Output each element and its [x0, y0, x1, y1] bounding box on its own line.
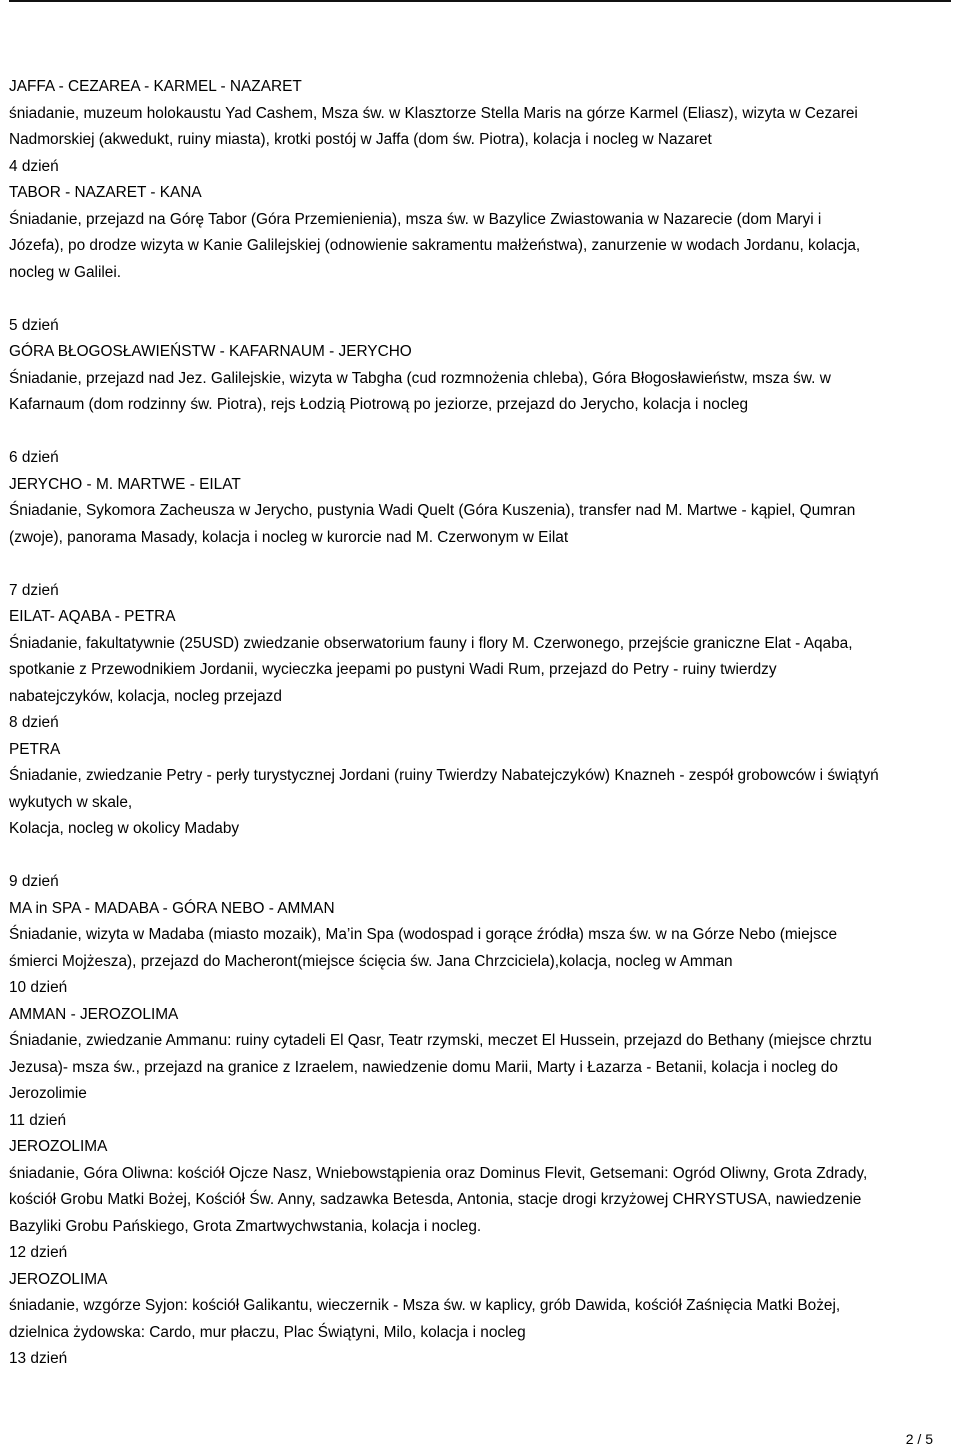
blank-line: [9, 286, 959, 313]
document-body: [9, 74, 959, 1373]
text-line: nabatejczyków, kolacja, nocleg przejazd: [9, 687, 282, 705]
day-number: 7 dzień: [9, 581, 59, 599]
blank-line: [9, 551, 959, 578]
text-line: Śniadanie, Sykomora Zacheusza w Jerycho, pustynia Wadi Quelt (Góra Kuszenia), transfer nad M. Martwe - kąpiel, Qumran: [9, 502, 856, 519]
text-line: dzielnica żydowska: Cardo, mur płaczu, Plac Świątyni, Milo, kolacja i nocleg: [9, 1323, 526, 1341]
text-line: Śniadanie, wizyta w Madaba (miasto mozaik), Ma’in Spa (wodospad i gorące źródła) msza św. w na Górze Nebo (miejsce: [9, 926, 838, 943]
route-heading: GÓRA BŁOGOSŁAWIEŃSTW - KAFARNAUM - JERYCHO: [9, 343, 412, 360]
route-heading: JAFFA - CEZAREA - KARMEL - NAZARET: [9, 78, 302, 95]
text-line: śniadanie, Góra Oliwna: kościół Ojcze Nasz, Wniebowstąpienia oraz Dominus Flevit, Getsemani: Ogród Oliwny, Grota Zdrady,: [9, 1164, 868, 1182]
text-line: Śniadanie, fakultatywnie (25USD) zwiedzanie obserwatorium fauny i flory M. Czerwonego, przejście graniczne Elat - Aqaba,: [9, 634, 853, 652]
text-line: Bazyliki Grobu Pańskiego, Grota Zmartwychwstania, kolacja i nocleg.: [9, 1217, 482, 1235]
page-number: 2 / 5: [905, 1431, 933, 1447]
route-heading: JEROZOLIMA: [9, 1270, 108, 1288]
text-line: Śniadanie, zwiedzanie Petry - perły turystycznej Jordani (ruiny Twierdzy Nabatejczyków) Knazneh - zespół grobowców i świątyń: [9, 767, 879, 784]
text-line: Jerozolimie: [9, 1085, 87, 1102]
text-line: nocleg w Galilei.: [9, 263, 122, 281]
text-line: kościół Grobu Matki Bożej, Kościół Św. Anny, sadzawka Betesda, Antonia, stacje drogi krzyżowej CHRYSTUSA, nawiedzenie: [9, 1191, 862, 1208]
day-number: 8 dzień: [9, 714, 59, 731]
text-line: Józefa), po drodze wizyta w Kanie Galilejskiej (odnowienie sakramentu małżeństwa), zanurzenie w wodach Jordanu, kolacja,: [9, 237, 861, 254]
text-line: Śniadanie, przejazd nad Jez. Galilejskie, wizyta w Tabgha (cud rozmnożenia chleba), Góra Błogosławieństw, msza św. w: [9, 369, 831, 387]
top-rule: [9, 0, 951, 2]
day-number: 6 dzień: [9, 449, 59, 466]
day-number: 11 dzień: [9, 1111, 67, 1129]
text-line: Śniadanie, zwiedzanie Ammanu: ruiny cytadeli El Qasr, Teatr rzymski, meczet El Hussein, przejazd do Bethany (miejsce chrztu: [9, 1032, 872, 1049]
text-line: wykutych w skale,: [9, 793, 133, 811]
text-line: Kafarnaum (dom rodzinny św. Piotra), rejs Łodzią Piotrową po jeziorze, przejazd do Jerycho, kolacja i nocleg: [9, 396, 749, 413]
text-line: śniadanie, muzeum holokaustu Yad Cashem, Msza św. w Klasztorze Stella Maris na górze Karmel (Eliasz), wizyta w Cezarei: [9, 104, 858, 122]
blank-line: [9, 419, 959, 446]
route-heading: JEROZOLIMA: [9, 1138, 108, 1155]
day-number: 9 dzień: [9, 873, 59, 890]
route-heading: TABOR - NAZARET - KANA: [9, 184, 202, 201]
text-line: śniadanie, wzgórze Syjon: kościół Galikantu, wieczernik - Msza św. w kaplicy, grób Dawida, kościół Zaśnięcia Matki Bożej,: [9, 1297, 841, 1314]
route-heading: PETRA: [9, 740, 61, 758]
route-heading: EILAT- AQABA - PETRA: [9, 608, 176, 625]
text-line: Jezusa)- msza św., przejazd na granice z Izraelem, nawiedzenie domu Marii, Marty i Łazarza - Betanii, kolacja i nocleg do: [9, 1058, 838, 1076]
text-line: Kolacja, nocleg w okolicy Madaby: [9, 820, 240, 837]
day-number: 12 dzień: [9, 1244, 68, 1261]
day-number: 10 dzień: [9, 979, 68, 996]
route-heading: AMMAN - JEROZOLIMA: [9, 1005, 179, 1023]
blank-line: [9, 843, 959, 870]
day-number: 5 dzień: [9, 316, 59, 334]
day-number: 13 dzień: [9, 1350, 68, 1367]
text-line: Śniadanie, przejazd na Górę Tabor (Góra Przemienienia), msza św. w Bazylice Zwiastowania w Nazarecie (dom Maryi i: [9, 210, 822, 228]
text-line: MA in SPA - MADABA - GÓRA NEBO - AMMAN: [9, 899, 335, 917]
text-line: (zwoje), panorama Masady, kolacja i nocleg w kurorcie nad M. Czerwonym w Eilat: [9, 528, 569, 546]
day-number: 4 dzień: [9, 157, 59, 175]
text-line: śmierci Mojżesza), przejazd do Macheront(miejsce ścięcia św. Jana Chrzciciela),kolacja, nocleg w Amman: [9, 952, 733, 970]
text-line: spotkanie z Przewodnikiem Jordanii, wycieczka jeepami po pustyni Wadi Rum, przejazd do Petry - ruiny twierdzy: [9, 661, 777, 678]
route-heading: JERYCHO - M. MARTWE - EILAT: [9, 475, 241, 493]
text-line: Nadmorskiej (akwedukt, ruiny miasta), krotki postój w Jaffa (dom św. Piotra), kolacja i nocleg w Nazaret: [9, 131, 712, 148]
